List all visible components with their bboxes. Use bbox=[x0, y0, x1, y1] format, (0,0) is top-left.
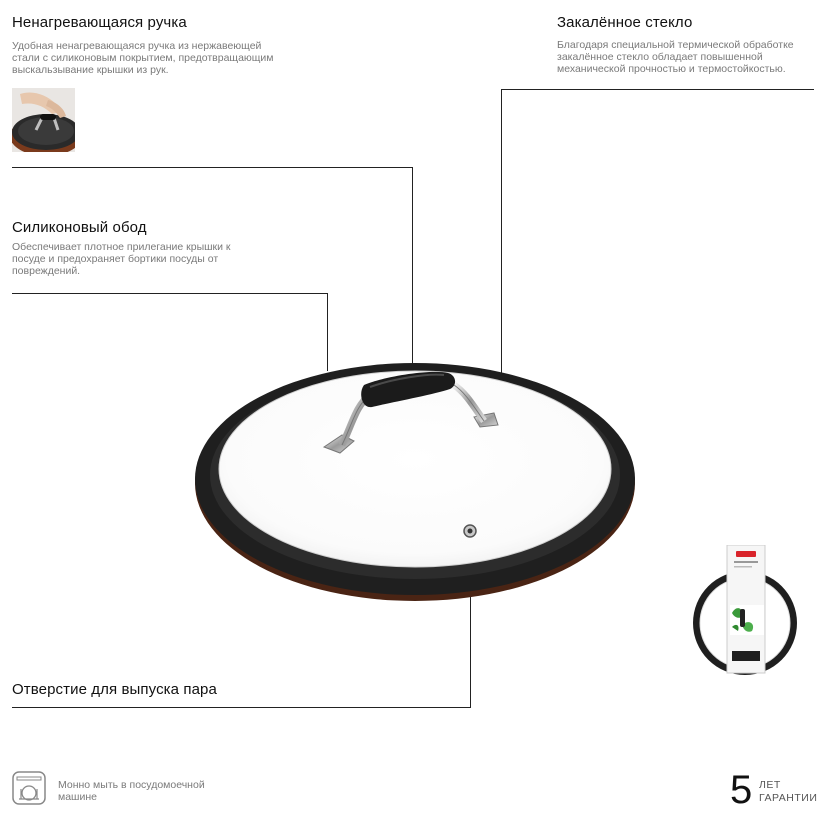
handle-thumbnail-image bbox=[12, 88, 75, 152]
warranty-label-line1: ЛЕТ bbox=[759, 779, 781, 791]
warranty-years-number: 5 bbox=[730, 768, 753, 812]
warranty-label-line2: ГАРАНТИИ bbox=[759, 792, 818, 804]
glass-feature-title: Закалённое стекло bbox=[557, 14, 693, 31]
handle-callout-connector bbox=[412, 167, 413, 381]
handle-feature-title: Ненагревающаяся ручка bbox=[12, 14, 187, 31]
glass-callout-line bbox=[501, 89, 814, 90]
handle-feature-description: Удобная ненагревающаяся ручка из нержавеющей стали с силиконовым покрытием, предотвращающим выскальзывание крышки из рук. bbox=[12, 40, 274, 76]
glass-lid-image bbox=[192, 355, 638, 605]
rim-callout-line bbox=[12, 293, 327, 294]
warranty-label bbox=[759, 779, 817, 805]
vent-feature-title: Отверстие для выпуска пара bbox=[12, 681, 217, 698]
dishwasher-safe-text: Монно мыть в посудомоечной машине bbox=[58, 779, 205, 803]
handle-callout-line bbox=[12, 167, 412, 168]
dishwasher-icon bbox=[12, 771, 46, 805]
packaging-image bbox=[692, 545, 802, 675]
rim-feature-description: Обеспечивает плотное прилегание крышки к посуде и предохраняет бортики посуды от повреждений. bbox=[12, 241, 231, 277]
glass-feature-description: Благодаря специальной термической обработке закалённое стекло обладает повышенной механической прочностью и термостойкостью. bbox=[557, 39, 794, 75]
vent-callout-line bbox=[12, 707, 470, 708]
rim-feature-title: Силиконовый обод bbox=[12, 219, 147, 236]
